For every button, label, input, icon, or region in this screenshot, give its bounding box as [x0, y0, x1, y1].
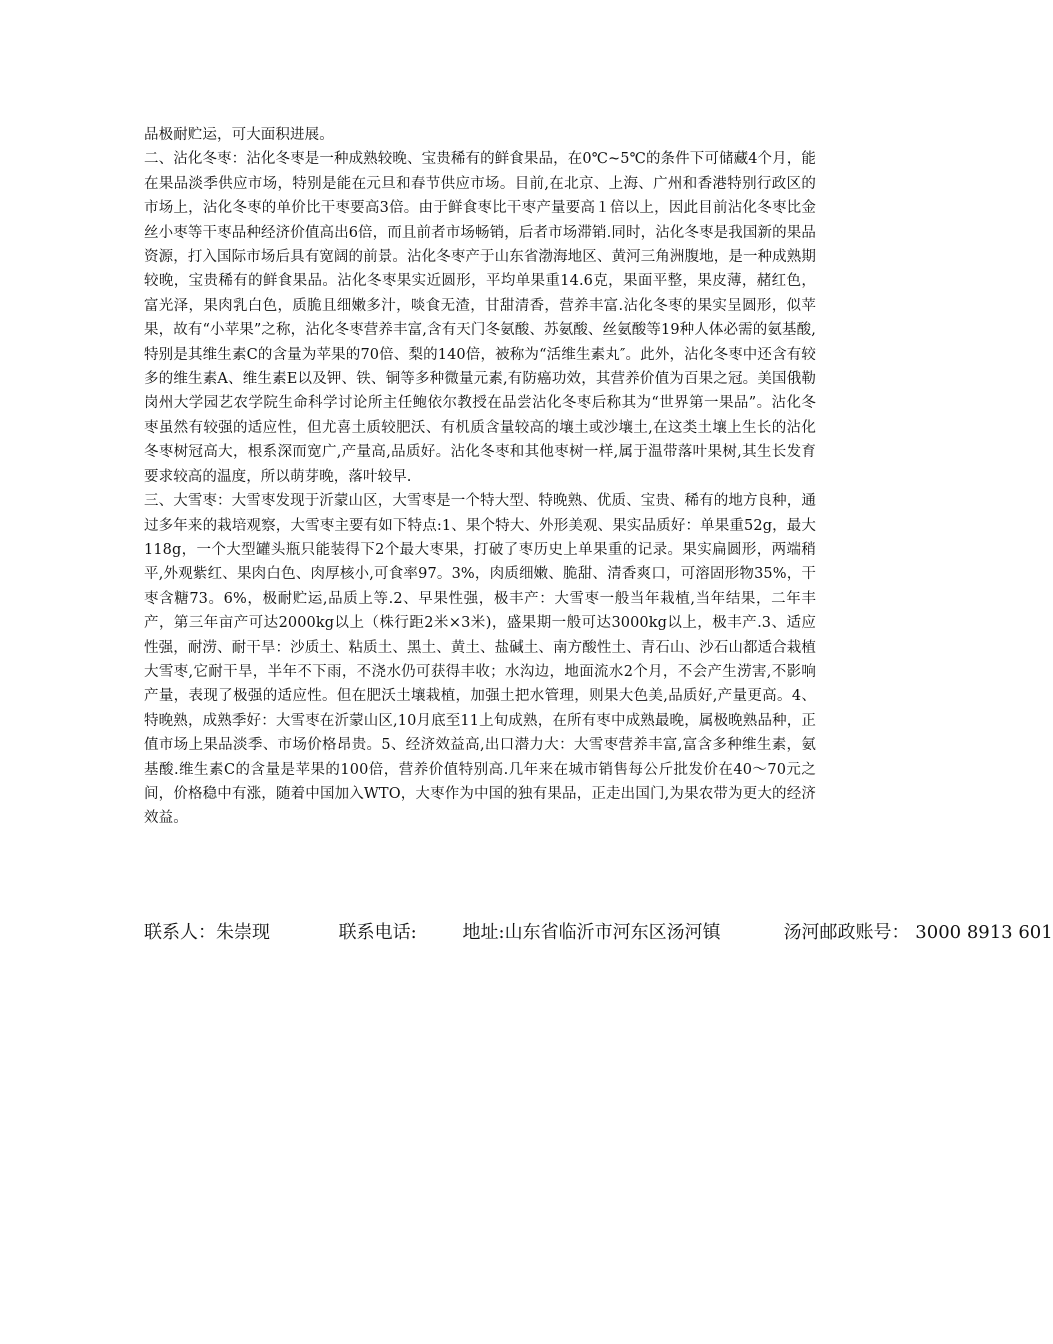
- paragraph-intro-tail: 品极耐贮运，可大面积进展。: [144, 127, 334, 143]
- paragraph-zhanhua-dongzao: 二、沾化冬枣：沾化冬枣是一种成熟较晚、宝贵稀有的鲜食果品，在0℃~5℃的条件下可储藏4个月，能在果品淡季供应市场，特别是能在元旦和春节供应市场。目前,在北京、上海、广州和香港特别行政区的市场上，沾化冬枣的单价比干枣要高3倍。由于鲜食枣比干枣产量要高１倍以上，因此目前沾化冬枣比金丝小枣等干枣品种经济价值高出6倍，而且前者市场畅销，后者市场滞销.同时，沾化冬枣是我国新的果品资源，打入国际市场后具有宽阔的前景。沾化冬枣产于山东省渤海地区、黄河三角洲腹地，是一种成熟期较晚，宝贵稀有的鲜食果品。沾化冬枣果实近圆形，平均单果重14.6克，果面平整，果皮薄，赭红色，富光泽，果肉乳白色，质脆且细嫩多汁，啖食无渣，甘甜清香，营养丰富.沾化冬枣的果实呈圆形，似苹果，故有“小苹果”之称，沾化冬枣营养丰富,含有天门冬氨酸、苏氨酸、丝氨酸等19种人体必需的氨基酸,特别是其维生素C的含量为苹果的70倍、梨的140倍，被称为“活维生素丸″。此外，沾化冬枣中还含有较多的维生素A、维生素E以及钾、铁、铜等多种微量元素,有防癌功效，其营养价值为百果之冠。美国俄勒岗州大学园艺农学院生命科学讨论所主任鲍依尔教授在品尝沾化冬枣后称其为“世界第一果品”。沾化冬枣虽然有较强的适应性，但尤喜土质较肥沃、有机质含量较高的壤土或沙壤土,在这类土壤上生长的沾化冬枣树冠高大，根系深而宽广,产量高,品质好。沾化冬枣和其他枣树一样,属于温带落叶果树,其生长发育要求较高的温度，所以萌芽晚，落叶较早.: [144, 151, 816, 485]
- contact-account-label: 汤河邮政账号：: [783, 922, 910, 943]
- contact-block: [144, 919, 1053, 946]
- contact-person: 联系人：朱崇现: [144, 922, 270, 943]
- body-text: [144, 123, 816, 831]
- contact-phone: 联系电话:: [338, 922, 417, 943]
- contact-account-number: 3000 8913 601: [915, 922, 1053, 943]
- contact-address: 地址:山东省临沂市河东区汤河镇: [462, 922, 721, 943]
- paragraph-daxue-zao: 三、大雪枣：大雪枣发现于沂蒙山区，大雪枣是一个特大型、特晚熟、优质、宝贵、稀有的地方良种，通过多年来的栽培观察，大雪枣主要有如下特点:1、果个特大、外形美观、果实品质好：单果重52g，最大118g，一个大型罐头瓶只能装得下2个最大枣果，打破了枣历史上单果重的记录。果实扁圆形，两端稍平,外观紫红、果肉白色、肉厚核小,可食率97。3%，肉质细嫩、脆甜、清香爽口，可溶固形物35%，干枣含糖73。6%，极耐贮运,品质上等.2、早果性强，极丰产：大雪枣一般当年栽植,当年结果，二年丰产，第三年亩产可达2000kg以上（株行距2米×3米)，盛果期一般可达3000kg以上，极丰产.3、适应性强，耐涝、耐干旱：沙质土、粘质土、黑土、黄土、盐碱土、南方酸性土、青石山、沙石山都适合栽植大雪枣,它耐干旱，半年不下雨，不浇水仍可获得丰收；水沟边，地面流水2个月，不会产生涝害,不影响产量，表现了极强的适应性。但在肥沃土壤栽植，加强土把水管理，则果大色美,品质好,产量更高。4、特晚熟，成熟季好：大雪枣在沂蒙山区,10月底至11上旬成熟，在所有枣中成熟最晚，属极晚熟品种，正值市场上果品淡季、市场价格昂贵。5、经济效益高,出口潜力大：大雪枣营养丰富,富含多种维生素，氨基酸.维生素C的含量是苹果的100倍，营养价值特别高.几年来在城市销售每公斤批发价在40～70元之间，价格稳中有涨，随着中国加入WTO，大枣作为中国的独有果品，正走出国门,为果农带为更大的经济效益。: [144, 493, 816, 827]
